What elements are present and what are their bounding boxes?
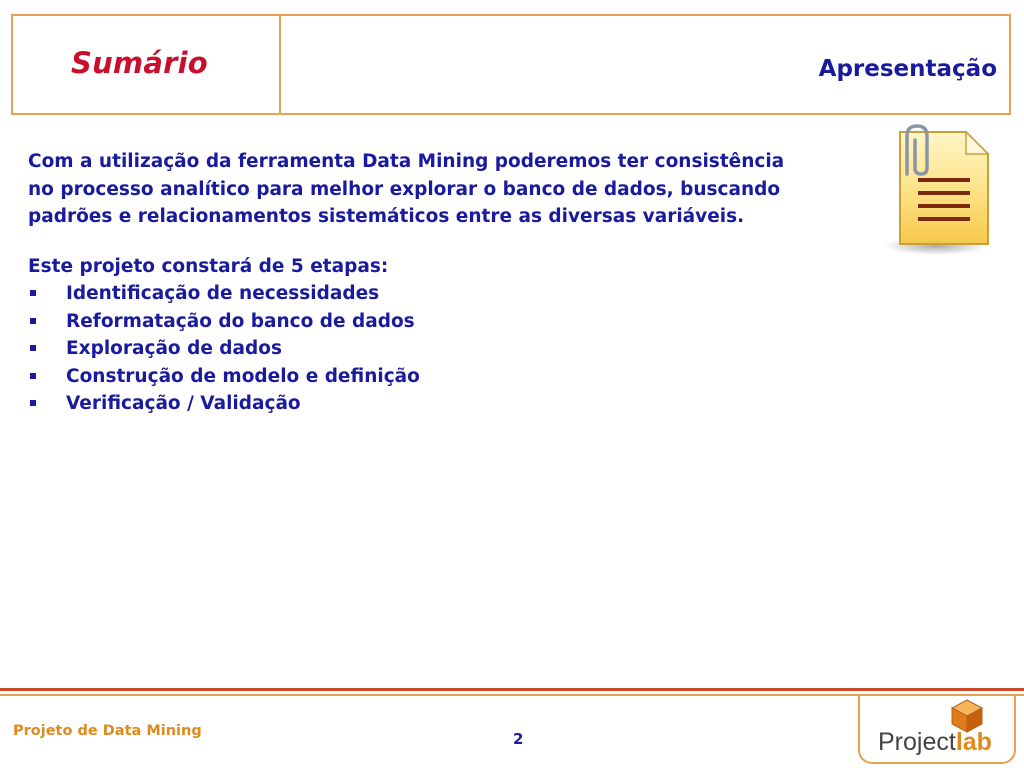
bullet-icon [30, 400, 36, 406]
header-box [11, 14, 1011, 115]
header-divider [279, 16, 281, 113]
list-item [28, 280, 868, 308]
steps-list [28, 280, 868, 418]
step-label: Exploração de dados [66, 338, 282, 359]
step-label: Construção de modelo e definição [66, 365, 420, 387]
page-number: 2 [513, 730, 524, 748]
list-item [28, 308, 868, 336]
document-with-paperclip-icon [880, 122, 992, 260]
bullet-icon [30, 373, 36, 379]
intro-line-1: Com a utilização da ferramenta Data Mining poderemos ter consistência [28, 151, 785, 172]
step-label: Verificação / Validação [66, 393, 301, 414]
logo-text-lab: lab [955, 728, 992, 756]
bullet-icon [30, 290, 36, 296]
list-item [28, 335, 868, 363]
footer-rule [0, 688, 1024, 691]
bullet-icon [30, 318, 36, 324]
logo-text-project: Project [878, 728, 956, 756]
projectlab-logo [858, 696, 1016, 764]
list-item [28, 390, 868, 418]
intro-paragraph [28, 148, 868, 231]
step-label: Identificação de necessidades [66, 283, 380, 304]
bullet-icon [30, 345, 36, 351]
intro-line-3: padrões e relacionamentos sistemáticos entre as diversas variáveis. [28, 206, 745, 227]
list-item [28, 363, 868, 391]
steps-intro: Este projeto constará de 5 etapas: [28, 255, 389, 277]
section-title: Sumário [71, 46, 208, 80]
content-area [28, 148, 868, 418]
logo-text [878, 728, 992, 757]
footer-project-name: Projeto de Data Mining [13, 723, 202, 739]
intro-line-2: no processo analítico para melhor explorar o banco de dados, buscando [28, 178, 781, 200]
step-label: Reformatação do banco de dados [66, 310, 415, 332]
slide-title: Apresentação [818, 56, 997, 82]
